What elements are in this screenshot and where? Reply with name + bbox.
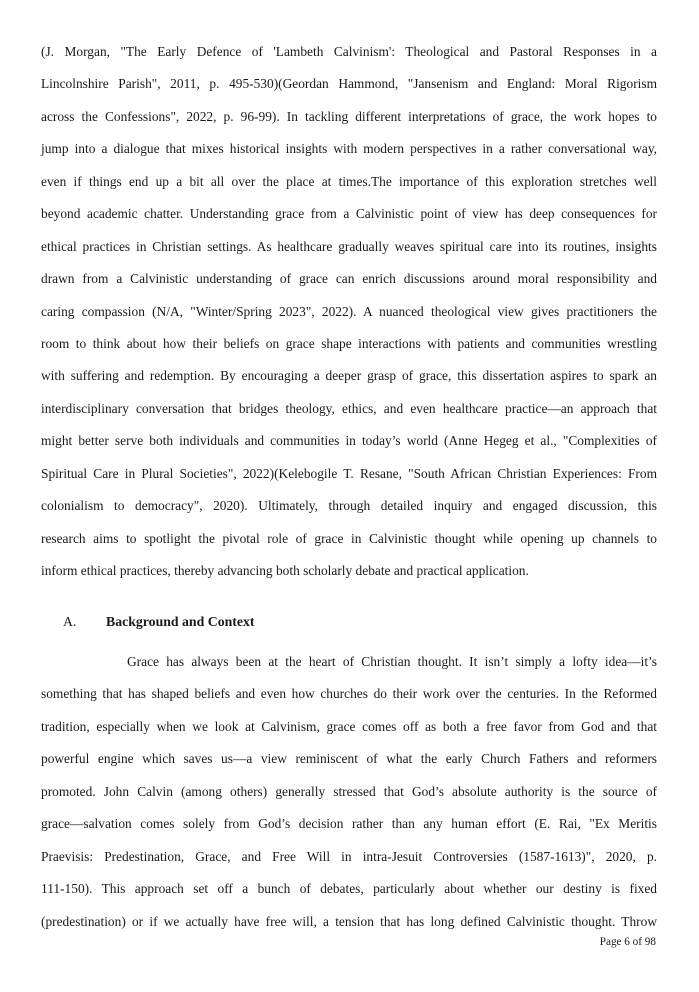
text-line: Praevisis: Predestination, Grace, and Free Will in intra-Jesuit Controversies (1587-1613)", 2020, p. [41,848,657,864]
background-paragraph [41,646,657,938]
text-line: (predestination) or if we actually have free will, a tension that has long defined Calvinistic thought. Throw [41,913,657,929]
text-line: might better serve both individuals and communities in today’s world (Anne Hegeg et al., "Complexities of [41,433,657,449]
text-line: Spiritual Care in Plural Societies", 2022)(Kelebogile T. Resane, "South African Christian Experiences: From [41,465,657,481]
text-line: 111-150). This approach set off a bunch of debates, particularly about whether our destiny is fixed [41,881,657,897]
text-line: research aims to spotlight the pivotal role of grace in Calvinistic thought while opening up channels to [41,530,657,546]
text-line: promoted. John Calvin (among others) generally stressed that God’s absolute authority is the source of [41,783,657,799]
text-line: grace—salvation comes solely from God’s decision rather than any human effort (E. Rai, "Ex Meritis [41,816,657,832]
text-line: room to think about how their beliefs on grace shape interactions with patients and communities wrestling [41,335,657,351]
text-line: even if things end up a bit all over the place at times.The importance of this exploration stretches well [41,173,657,189]
section-number: A. [63,614,77,629]
text-line: jump into a dialogue that mixes historical insights with modern perspectives in a rather conversational way, [41,141,657,157]
text-line: powerful engine which saves us—a view reminiscent of what the early Church Fathers and reformers [41,751,657,767]
text-line: something that has shaped beliefs and even how churches do their work over the centuries. In the Reformed [41,686,657,702]
text-line: beyond academic chatter. Understanding grace from a Calvinistic point of view has deep consequences for [41,206,657,222]
text-line: with suffering and redemption. By encouraging a deeper grasp of grace, this dissertation aspires to spark an [41,368,657,384]
text-line: interdisciplinary conversation that bridges theology, ethics, and even healthcare practice—an approach that [41,400,657,416]
text-line: inform ethical practices, thereby advancing both scholarly debate and practical application. [41,563,529,578]
section-title: Background and Context [106,614,255,629]
text-line: colonialism to democracy", 2020). Ultimately, through detailed inquiry and engaged discussion, this [41,498,657,514]
text-line: Grace has always been at the heart of Christian thought. It isn’t simply a lofty idea—it’s [127,654,657,669]
section-heading [63,610,254,634]
text-line: ethical practices in Christian settings. As healthcare gradually weaves spiritual care into its routines, insights [41,238,657,254]
page-number: Page 6 of 98 [599,936,656,948]
text-line: across the Confessions", 2022, p. 96-99). In tackling different interpretations of grace, the work hopes to [41,108,657,124]
text-line: (J. Morgan, "The Early Defence of 'Lambeth Calvinism': Theological and Pastoral Responses in a [41,44,657,59]
text-line: Lincolnshire Parish", 2011, p. 495-530)(Geordan Hammond, "Jansenism and England: Moral Rigorism [41,76,657,92]
text-line: drawn from a Calvinistic understanding of grace can enrich discussions around moral responsibility and [41,271,657,287]
text-line: tradition, especially when we look at Calvinism, grace comes off as both a free favor from God and that [41,718,657,734]
text-line: caring compassion (N/A, "Winter/Spring 2023", 2022). A nuanced theological view gives practitioners the [41,303,657,319]
intro-paragraph [41,36,657,587]
